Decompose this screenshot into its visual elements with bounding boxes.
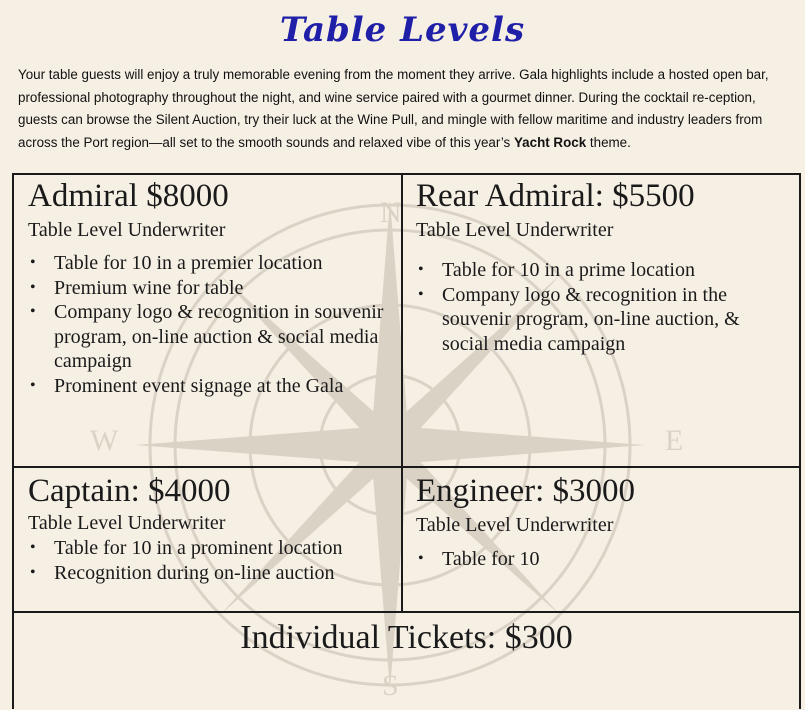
compass-west-label: W — [90, 424, 119, 457]
level-captain-title: Captain: $4000 — [28, 473, 231, 509]
level-rear-admiral — [416, 177, 786, 356]
benefit-item: • Table for 10 in a prominent location — [28, 536, 388, 561]
level-engineer-title: Engineer: $3000 — [416, 473, 636, 509]
level-captain-subtitle: Table Level Underwriter — [28, 512, 226, 534]
benefit-item: • Table for 10 in a premier location — [28, 251, 388, 276]
compass-north-label: N — [380, 196, 402, 229]
benefit-item: • Company logo & recognition in souvenir program, on-line auction & social media campaign — [28, 300, 388, 374]
level-admiral-title: Admiral $8000 — [28, 178, 229, 214]
benefit-item: • Premium wine for table — [28, 276, 388, 301]
level-engineer — [416, 472, 786, 572]
benefit-item: • Table for 10 in a prime location — [416, 258, 786, 283]
level-admiral-subtitle: Table Level Underwriter — [28, 219, 226, 241]
compass-south-label: S — [382, 669, 399, 702]
benefit-item: • Company logo & recognition in the souvenir program, on-line auction, & social media campaign — [416, 283, 786, 357]
individual-tickets: Individual Tickets: $300 — [240, 619, 573, 656]
row-divider-bottom — [14, 611, 799, 613]
level-admiral — [28, 177, 388, 398]
level-rear-admiral-subtitle: Table Level Underwriter — [416, 219, 614, 241]
benefit-item: • Recognition during on-line auction — [28, 561, 388, 586]
intro-paragraph — [18, 64, 788, 154]
benefit-item: • Prominent event signage at the Gala — [28, 374, 388, 399]
level-rear-admiral-title: Rear Admiral: $5500 — [416, 178, 695, 214]
level-engineer-benefits — [416, 547, 786, 572]
level-captain — [28, 472, 388, 585]
row-divider-top — [14, 466, 799, 468]
intro-text-end: theme. — [586, 134, 631, 150]
level-admiral-benefits — [28, 251, 388, 398]
level-rear-admiral-benefits — [416, 258, 786, 356]
intro-text: Your table guests will enjoy a truly memorable evening from the moment they arrive. Gala highlights include a hosted open bar, professional photography throughout the night, and wine service paired with a gourmet dinner. During the cocktail re-ception, guests can browse the Silent Auction, try their luck at the Wine Pull, and mingle with fellow maritime and industry leaders from across the Port region—all set to the smooth sounds and relaxed vibe of this year’s — [18, 67, 769, 150]
benefit-item: • Table for 10 — [416, 547, 786, 572]
level-captain-benefits — [28, 536, 388, 585]
vertical-divider — [401, 175, 403, 613]
compass-east-label: E — [665, 424, 684, 457]
level-engineer-subtitle: Table Level Underwriter — [416, 514, 614, 536]
page-title: Table Levels — [279, 10, 526, 50]
theme-name: Yacht Rock — [513, 134, 587, 150]
